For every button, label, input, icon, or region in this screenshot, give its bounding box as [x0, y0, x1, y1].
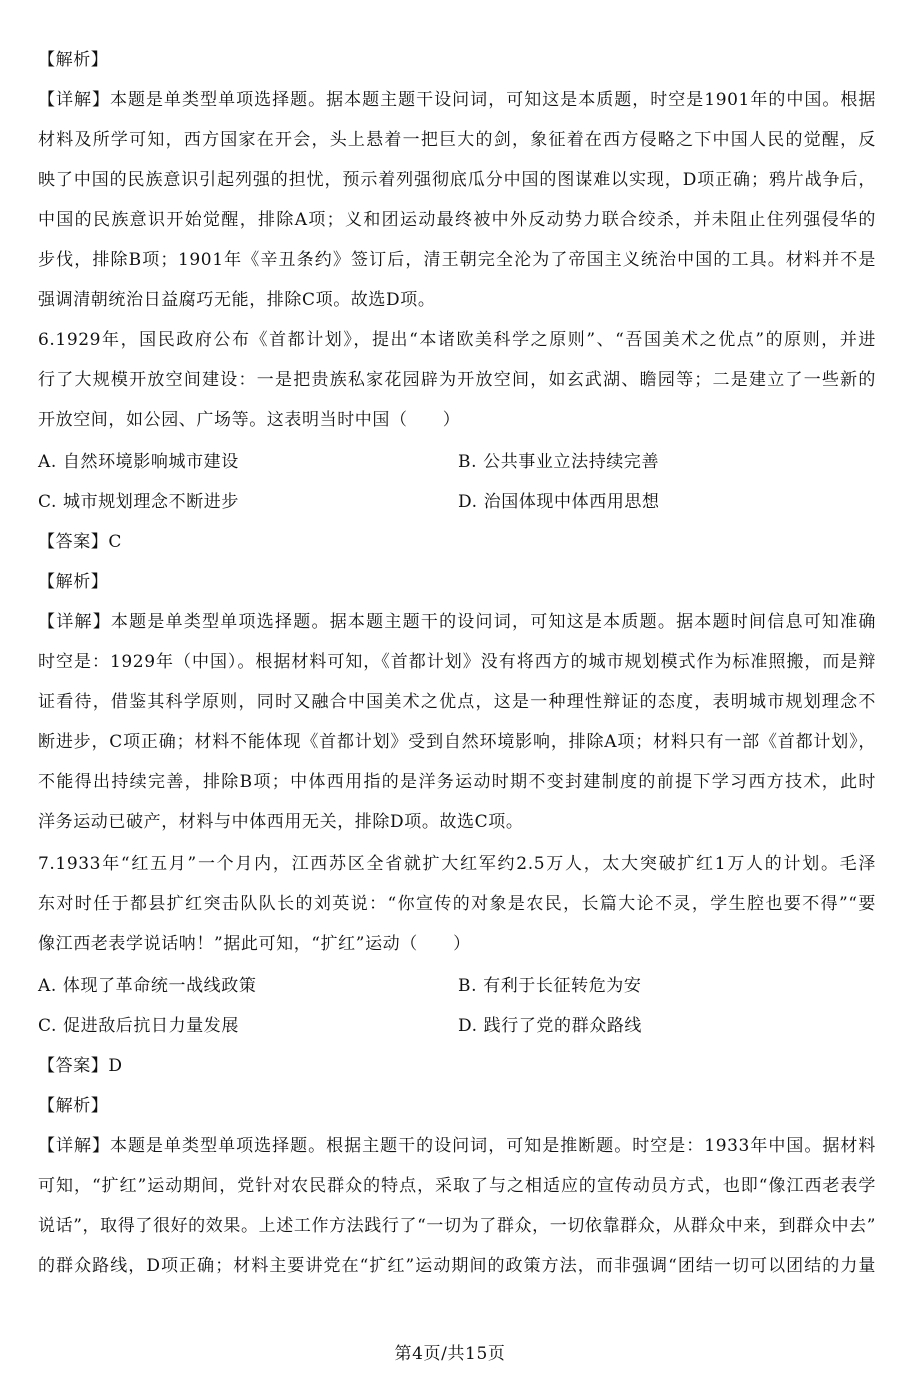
detail-line: 时空是：1929年（中国）。根据材料可知，《首都计划》没有将西方的城市规划模式作为标准照搬，而是辩	[38, 652, 876, 672]
question-7-stem: 像江西老表学说话呐！”据此可知，“扩红”运动（ ）	[38, 934, 471, 954]
question-6-option-c: C. 城市规划理念不断进步	[38, 492, 240, 512]
detail-line: 【详解】本题是单类型单项选择题。据本题主题干的设问词，可知这是本质题。据本题时间信息可知准确	[38, 612, 876, 632]
detail-line: 【详解】本题是单类型单项选择题。据本题主题干设问词，可知这是本质题，时空是1901年的中国。根据	[38, 90, 876, 110]
detail-line: 【详解】本题是单类型单项选择题。根据主题干的设问词，可知是推断题。时空是：1933年中国。据材料	[38, 1136, 876, 1156]
analysis-label: 【解析】	[38, 50, 109, 70]
question-6-answer: 【答案】C	[38, 532, 123, 552]
detail-line: 的群众路线，D项正确；材料主要讲党在“扩红”运动期间的政策方法，而非强调“团结一切可以团结的力量	[38, 1256, 876, 1276]
detail-line: 中国的民族意识开始觉醒，排除A项；义和团运动最终被中外反动势力联合绞杀，并未阻止住列强侵华的	[38, 210, 876, 230]
detail-line: 强调清朝统治日益腐巧无能，排除C项。故选D项。	[38, 290, 436, 310]
question-6-stem: 6.1929年，国民政府公布《首都计划》，提出“本诸欧美科学之原则”、“吾国美术之优点”的原则，并进	[38, 330, 876, 350]
detail-line: 可知，“扩红”运动期间，党针对农民群众的特点，采取了与之相适应的宣传动员方式，也即“像江西老表学	[38, 1176, 876, 1196]
detail-line: 映了中国的民族意识引起列强的担忧，预示着列强彻底瓜分中国的图谋难以实现，D项正确；鸦片战争后，	[38, 170, 876, 190]
question-6-option-b: B. 公共事业立法持续完善	[458, 452, 660, 472]
question-7-stem: 7.1933年“红五月”一个月内，江西苏区全省就扩大红军约2.5万人，太大突破扩红1万人的计划。毛泽	[38, 854, 876, 874]
question-6-stem: 行了大规模开放空间建设：一是把贵族私家花园辟为开放空间，如玄武湖、瞻园等；二是建立了一些新的	[38, 370, 876, 390]
detail-line: 证看待，借鉴其科学原则，同时又融合中国美术之优点，这是一种理性辩证的态度，表明城市规划理念不	[38, 692, 876, 712]
detail-line: 材料及所学可知，西方国家在开会，头上悬着一把巨大的剑，象征着在西方侵略之下中国人民的觉醒，反	[38, 130, 876, 150]
question-6-option-d: D. 治国体现中体西用思想	[458, 492, 660, 512]
detail-line: 说话”，取得了很好的效果。上述工作方法践行了“一切为了群众，一切依靠群众，从群众中来，到群众中去”	[38, 1216, 876, 1236]
detail-line: 步伐，排除B项；1901年《辛丑条约》签订后，清王朝完全沦为了帝国主义统治中国的工具。材料并不是	[38, 250, 876, 270]
analysis-label: 【解析】	[38, 572, 109, 592]
question-7-option-b: B. 有利于长征转危为安	[458, 976, 642, 996]
question-7-option-a: A. 体现了革命统一战线政策	[38, 976, 257, 996]
question-6-option-a: A. 自然环境影响城市建设	[38, 452, 239, 472]
detail-line: 断进步，C项正确；材料不能体现《首都计划》受到自然环境影响，排除A项；材料只有一部《首都计划》，	[38, 732, 876, 752]
question-7-option-c: C. 促进敌后抗日力量发展	[38, 1016, 240, 1036]
detail-line: 不能得出持续完善，排除B项；中体西用指的是洋务运动时期不变封建制度的前提下学习西方技术，此时	[38, 772, 876, 792]
question-6-stem: 开放空间，如公园、广场等。这表明当时中国（ ）	[38, 410, 461, 430]
page-number-footer: 第4页/共15页	[394, 1344, 506, 1364]
question-7-option-d: D. 践行了党的群众路线	[458, 1016, 643, 1036]
question-7-stem: 东对时任于都县扩红突击队队长的刘英说：“你宣传的对象是农民，长篇大论不灵，学生腔也要不得”“要	[38, 894, 876, 914]
question-7-answer: 【答案】D	[38, 1056, 123, 1076]
detail-line: 洋务运动已破产，材料与中体西用无关，排除D项。故选C项。	[38, 812, 524, 832]
analysis-label: 【解析】	[38, 1096, 109, 1116]
